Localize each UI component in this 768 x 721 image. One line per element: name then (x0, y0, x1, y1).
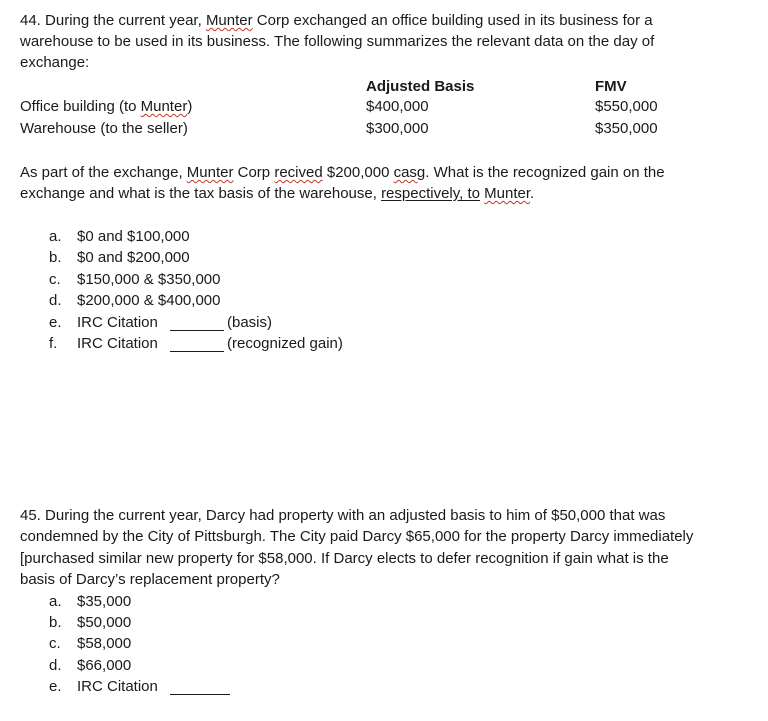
q44-row-2-fmv: $350,000 (595, 120, 658, 137)
q44-line-1-munter: Munter (205, 12, 253, 29)
q44-option-f-suffix: (recognized gain) (227, 335, 343, 352)
q44-row-1-label-munter: Munter (140, 98, 188, 115)
q45-line-4: basis of Darcy’s replacement property? (20, 571, 280, 588)
q45-option-b-letter: b. (49, 614, 62, 631)
q44-option-e-suffix: (basis) (227, 314, 273, 331)
q44-option-e-text: IRC Citation (77, 314, 158, 331)
q44-line-1-text-b: Corp exchanged an office building used in its business for a (252, 12, 653, 29)
q44-option-e-letter: e. (49, 314, 62, 331)
q44-option-d: $200,000 & $400,000 (77, 292, 221, 309)
q44-option-f (77, 334, 158, 354)
q44-para-line-1 (20, 163, 665, 183)
q44-option-b: $0 and $200,000 (77, 249, 190, 266)
q44-para-2-respectively: respectively, to (381, 185, 480, 202)
q44-option-e (77, 313, 158, 333)
q44-option-b-letter: b. (49, 249, 62, 266)
q44-option-a-letter: a. (49, 228, 62, 245)
q44-line-3: exchange: (20, 54, 90, 71)
q45-option-e-letter: e. (49, 678, 62, 695)
q44-row-2-basis: $300,000 (366, 120, 429, 137)
q44-para-1-d: . What is the recognized gain on the (425, 164, 665, 181)
q44-line-1-text-a: 44. During the current year, (20, 12, 206, 29)
q45-option-c-letter: c. (49, 635, 61, 652)
q44-row-1-label-a: Office building (to (20, 98, 141, 115)
q44-row-1-label-b: ) (187, 98, 193, 115)
q44-para-line-2 (20, 184, 534, 204)
q44-row-1-label (20, 97, 192, 117)
q44-row-1-fmv: $550,000 (595, 98, 658, 115)
q44-para-2-c: . (530, 185, 535, 202)
q44-row-2-label: Warehouse (to the seller) (20, 120, 188, 137)
q44-para-1-casg: casg (393, 164, 426, 181)
q44-option-d-letter: d. (49, 292, 62, 309)
q44-para-2-munter: Munter (484, 185, 531, 202)
q44-line-1 (20, 11, 653, 31)
q44-option-a: $0 and $100,000 (77, 228, 190, 245)
q44-option-c-letter: c. (49, 271, 61, 288)
q44-para-2-a: exchange and what is the tax basis of the warehouse, (20, 185, 382, 202)
q44-para-1-a: As part of the exchange, (20, 164, 187, 181)
q44-row-1-basis: $400,000 (366, 98, 429, 115)
q45-option-e: IRC Citation (77, 678, 158, 695)
q44-line-2: warehouse to be used in its business. The following summarizes the relevant data on the day of (20, 33, 655, 50)
q45-line-1: 45. During the current year, Darcy had property with an adjusted basis to him of $50,000 that was (20, 507, 666, 524)
q44-para-1-c: $200,000 (322, 164, 394, 181)
q44-option-f-blank[interactable] (170, 339, 224, 352)
q45-option-b: $50,000 (77, 614, 132, 631)
q44-para-1-munter: Munter (186, 164, 234, 181)
q44-option-c: $150,000 & $350,000 (77, 271, 221, 288)
q44-header-fmv: FMV (595, 78, 627, 95)
q44-para-1-b: Corp (233, 164, 275, 181)
q45-option-d-letter: d. (49, 657, 62, 674)
q45-line-3: [purchased similar new property for $58,000. If Darcy elects to defer recognition if gain what is the (20, 550, 669, 567)
q44-option-e-blank[interactable] (170, 318, 224, 331)
q44-option-f-letter: f. (49, 335, 58, 352)
q45-option-a-letter: a. (49, 593, 62, 610)
q45-option-c: $58,000 (77, 635, 132, 652)
q44-header-basis: Adjusted Basis (366, 78, 475, 95)
q45-option-e-blank[interactable] (170, 682, 230, 695)
q44-para-1-recived: recived (274, 164, 323, 181)
q44-option-f-text: IRC Citation (77, 335, 158, 352)
q45-option-d: $66,000 (77, 657, 132, 674)
q45-option-a: $35,000 (77, 593, 132, 610)
q45-line-2: condemned by the City of Pittsburgh. The City paid Darcy $65,000 for the property Darcy immediately (20, 528, 694, 545)
